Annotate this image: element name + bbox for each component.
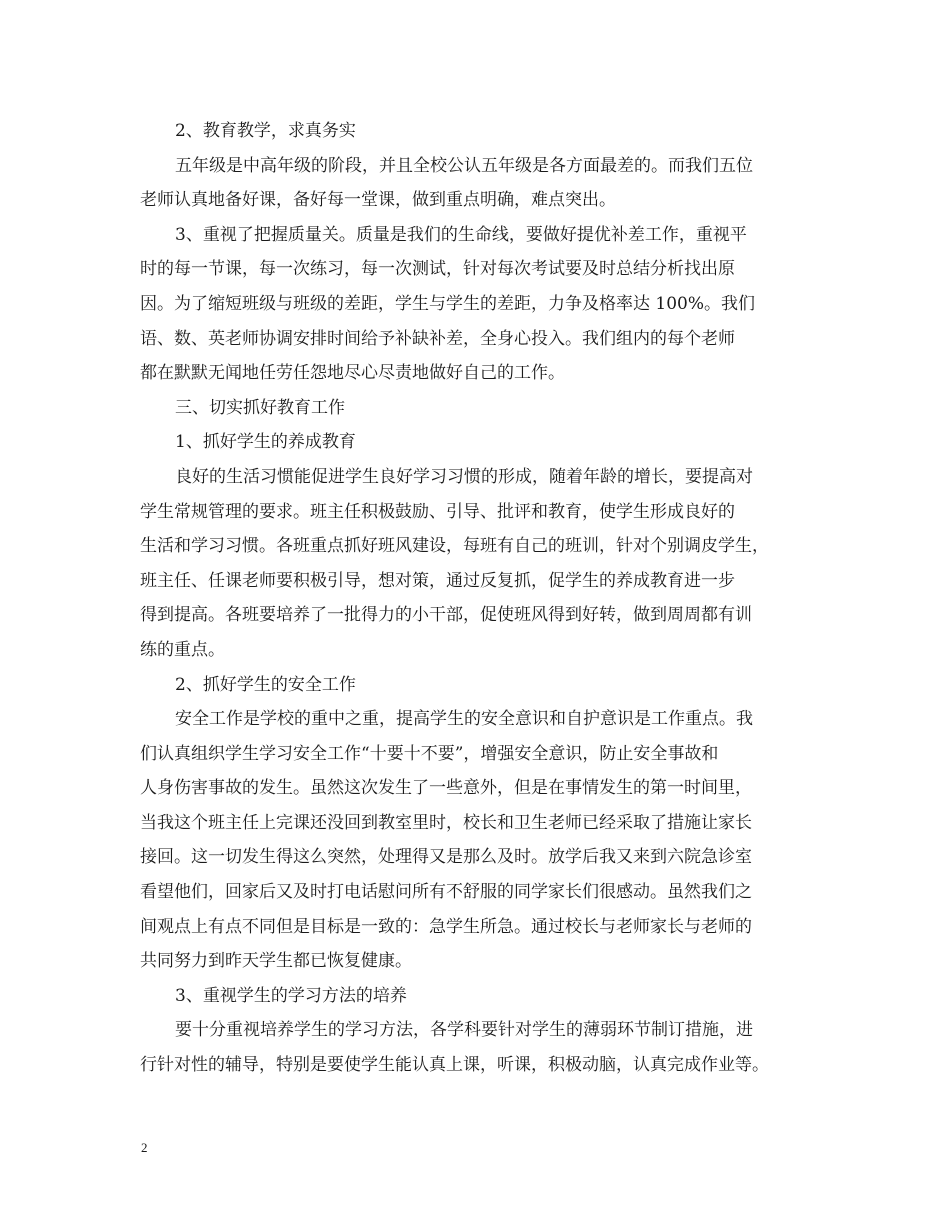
- paragraph-first-line: 2、抓好学生的安全工作: [175, 674, 356, 695]
- paragraph-first-line: 1、抓好学生的养成教育: [175, 432, 356, 453]
- paragraph-line: 都在默默无闻地任劳任怨地尽心尽责地做好自己的工作。: [140, 363, 565, 384]
- paragraph-line: 当我这个班主任上完课还没回到教室里时，校长和卫生老师已经采取了措施让家长: [140, 812, 752, 833]
- paragraph-line: 因。为了缩短班级与班级的差距，学生与学生的差距，力争及格率达 100%。我们: [140, 293, 756, 314]
- paragraph-first-line: 安全工作是学校的重中之重，提高学生的安全意识和自护意识是工作重点。我: [175, 709, 753, 730]
- paragraph-line: 间观点上有点不同但是目标是一致的：急学生所急。通过校长与老师家长与老师的: [140, 916, 752, 937]
- paragraph-first-line: 2、教育教学，求真务实: [175, 121, 356, 141]
- paragraph-line: 行针对性的辅导，特别是要使学生能认真上课，听课，积极动脑，认真完成作业等。: [140, 1055, 769, 1076]
- paragraph-line: 共同努力到昨天学生都已恢复健康。: [140, 951, 412, 972]
- paragraph-first-line: 三、切实抓好教育工作: [175, 397, 345, 418]
- paragraph-line: 看望他们，回家后又及时打电话慰问所有不舒服的同学家长们很感动。虽然我们之: [140, 882, 752, 903]
- paragraph-line: 得到提高。各班要培养了一批得力的小干部，促使班风得到好转，做到周周都有训: [140, 605, 752, 626]
- document-body: [140, 114, 820, 1083]
- paragraph-first-line: 3、重视了把握质量关。质量是我们的生命线，要做好提优补差工作，重视平: [175, 224, 747, 245]
- paragraph-line: 老师认真地备好课，备好每一堂课，做到重点明确，难点突出。: [140, 190, 616, 211]
- paragraph-first-line: 良好的生活习惯能促进学生良好学习习惯的形成，随着年龄的增长，要提高对: [175, 466, 753, 487]
- page-number: 2: [141, 1140, 148, 1155]
- paragraph-line: 语、数、英老师协调安排时间给予补缺补差，全身心投入。我们组内的每个老师: [140, 328, 735, 349]
- paragraph-line: 学生常规管理的要求。班主任积极鼓励、引导、批评和教育，使学生形成良好的: [140, 501, 735, 522]
- paragraph-line: 时的每一节课，每一次练习，每一次测试，针对每次考试要及时总结分析找出原: [140, 259, 735, 280]
- paragraph-line: 人身伤害事故的发生。虽然这次发生了一些意外，但是在事情发生的第一时间里，: [140, 778, 752, 799]
- paragraph-line: 接回。这一切发生得这么突然，处理得又是那么及时。放学后我又来到六院急诊室: [140, 847, 752, 868]
- paragraph-line: 生活和学习习惯。各班重点抓好班风建设，每班有自己的班训，针对个别调皮学生，: [140, 536, 769, 557]
- paragraph-line: 练的重点。: [140, 639, 225, 660]
- paragraph-first-line: 五年级是中高年级的阶段，并且全校公认五年级是各方面最差的。而我们五位: [175, 155, 753, 176]
- paragraph-line: 班主任、任课老师要积极引导，想对策，通过反复抓，促学生的养成教育进一步: [140, 570, 735, 591]
- paragraph-first-line: 3、重视学生的学习方法的培养: [175, 985, 407, 1006]
- paragraph-first-line: 要十分重视培养学生的学习方法，各学科要针对学生的薄弱环节制订措施，进: [175, 1020, 753, 1041]
- paragraph-line: 们认真组织学生学习安全工作“十要十不要”，增强安全意识，防止安全事故和: [140, 743, 719, 764]
